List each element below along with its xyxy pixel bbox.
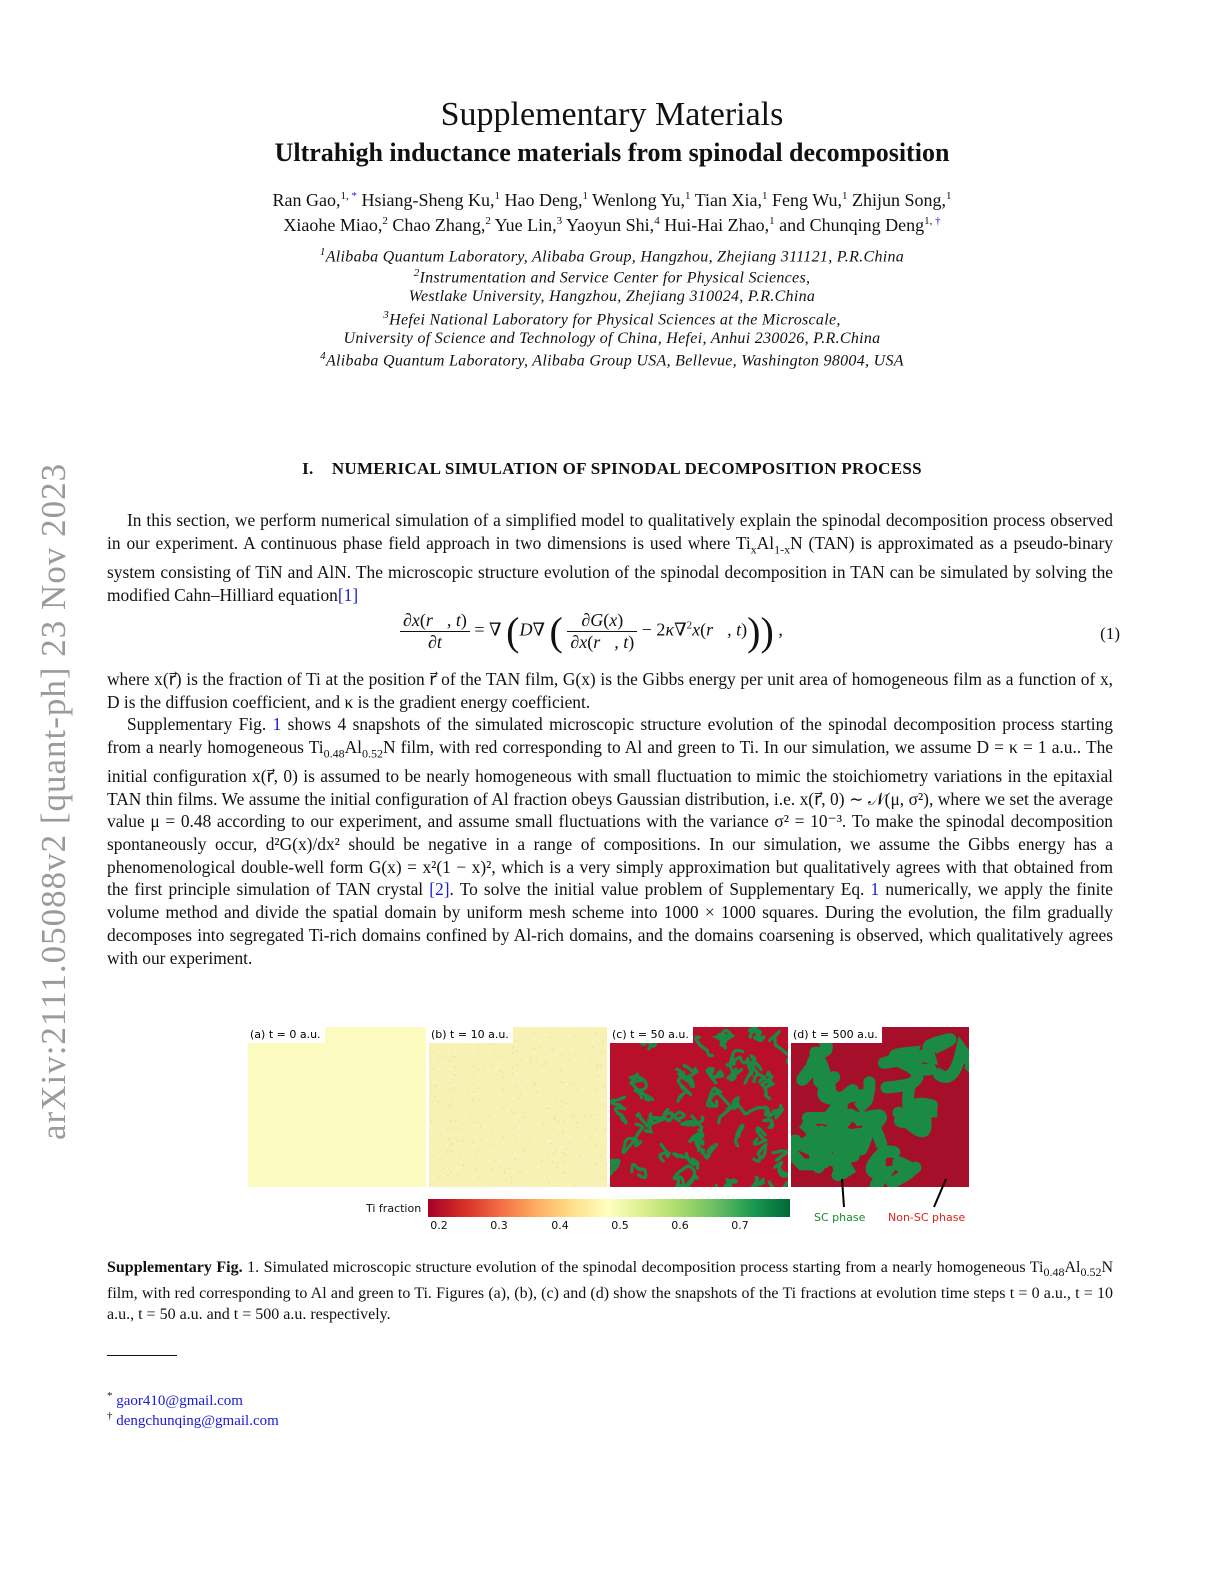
colorbar-tick: 0.6 <box>671 1219 689 1232</box>
author-name: Zhijun Song, <box>847 190 947 210</box>
sc-phase-label: SC phase <box>814 1211 866 1224</box>
author-affiliation-mark: 1 <box>494 190 500 202</box>
equation-ref-link[interactable]: 1 <box>870 879 880 900</box>
author-affiliation-mark: 1 <box>769 215 775 227</box>
footnote-1: * gaor410@gmail.com <box>107 1390 243 1409</box>
author-name: Yaoyun Shi, <box>562 215 655 235</box>
author-name: Ran Gao, <box>272 190 341 210</box>
affiliation-3: $^3$Hefei National Laboratory for Physical Sciences at the Microscale, <box>383 309 841 329</box>
section-number: I. <box>302 459 314 478</box>
equation-cahn-hilliard: $\frac{\partial x(r⃗, t)}{\partial t}$ = ∇ (D∇ ( $\frac{\partial G(x)}{\partial x(r⃗, t)}$ − 2κ∇$^2$x(r⃗, t))) , (1) <box>400 608 1120 662</box>
author-affiliation-mark: 1 <box>685 190 691 202</box>
colorbar-tick: 0.5 <box>611 1219 629 1232</box>
eq-lhs: $\frac{\partial x(r⃗, t)}{\partial t}$ <box>400 610 470 653</box>
panel-d-image <box>791 1027 969 1187</box>
panel-b-label: (b) t = 10 a.u. <box>429 1027 513 1043</box>
author-affiliation-mark: 3 <box>556 215 563 227</box>
ti-fraction-colorbar <box>428 1199 790 1217</box>
panel-b <box>429 1027 607 1187</box>
author-affiliation-mark: 1 <box>762 190 768 202</box>
panel-a <box>248 1027 426 1187</box>
author-affiliation-mark: 4 <box>654 215 660 227</box>
colorbar-label: Ti fraction <box>366 1202 422 1215</box>
affiliation-4: $^4$Alibaba Quantum Laboratory, Alibaba Group USA, Bellevue, Washington 98004, USA <box>320 350 904 370</box>
section-heading <box>0 459 1224 479</box>
nonsc-phase-label: Non-SC phase <box>888 1211 966 1224</box>
colorbar-tick: 0.3 <box>490 1219 508 1232</box>
colorbar-tick: 0.7 <box>731 1219 749 1232</box>
affiliation-2-cont: Westlake University, Hangzhou, Zhejiang 310024, P.R.China <box>408 288 816 305</box>
affiliation-2: $^2$Instrumentation and Service Center for Physical Sciences, <box>413 267 811 287</box>
figure-caption: Supplementary Fig. 1. Simulated microscopic structure evolution of the spinodal decomposition process starting from a nearly homogeneous $Ti_{0.48}Al_{0.52}N$ film, with red corresponding to Al and green to Ti. Figures (a), (b), (c) and (d) show the snapshots of the Ti fractions at evolution time steps t = 0 a.u., t = 10 a.u., t = 50 a.u. and t = 500 a.u. respectively. <box>107 1259 1114 1324</box>
sc-arrow <box>842 1179 844 1207</box>
affiliation-1: $^1$Alibaba Quantum Laboratory, Alibaba Group, Hangzhou, Zhejiang 311121, P.R.China <box>319 246 905 266</box>
footnote-2: † dengchunqing@gmail.com <box>107 1410 279 1429</box>
author-affiliation-mark: 2 <box>382 215 388 227</box>
figure-ref-link[interactable]: 1 <box>272 714 282 734</box>
citation-link-2[interactable]: [2] <box>429 879 450 900</box>
author-name: Xiaohe Miao, <box>283 215 383 235</box>
author-affiliation-mark: 1, <box>924 215 933 227</box>
section-title: NUMERICAL SIMULATION OF SPINODAL DECOMPOSITION PROCESS <box>331 459 922 478</box>
author-name: Chao Zhang, <box>387 215 486 235</box>
author-affiliation-mark: 2 <box>485 215 491 227</box>
author-line-2 <box>0 215 1224 236</box>
author-name: Tian Xia, <box>690 190 763 210</box>
page-subtitle: Ultrahigh inductance materials from spinodal decomposition <box>274 138 950 167</box>
author-email-mark[interactable]: † <box>932 215 941 227</box>
panel-a-image <box>248 1027 426 1187</box>
author-name: Hui-Hai Zhao, <box>659 215 770 235</box>
author-email-mark[interactable]: * <box>348 190 357 202</box>
author-line-1 <box>0 190 1224 211</box>
figure-spinodal-snapshots <box>248 1027 988 1232</box>
footnote-divider <box>107 1355 177 1356</box>
paragraph-simulation: Supplementary Fig. 1 shows 4 snapshots of the simulated microscopic structure evolution of the spinodal decomposition process starting from a nearly homogeneous $Ti_{0.48}Al_{0.52}N$ film, with red corresponding to Al and green to Ti. In our simulation, we assume D = κ = 1 a.u.. The initial configuration x(r⃗, 0) is assumed to be nearly homogeneous with small fluctuation to mimic the stoichiometry variations in the epitaxial TAN thin films. We assume the initial configuration of Al fraction obeys Gaussian distribution, i.e. x(r⃗, 0) ∼ 𝒩(μ, σ²), where we set the average value μ = 0.48 according to our experiment, and assume small fluctuations with the variance σ² = 10⁻³. To make the spinodal decomposition spontaneously occur, d²G(x)/dx² should be negative in a range of compositions. In our simulation, we assume the Gibbs energy has a phenomenological double-well form G(x) = x²(1 − x)², which is a very simply approximation but qualitatively agrees with that obtained from the first principle simulation of TAN crystal [2]. To solve the initial value problem of Supplementary Eq. 1 numerically, we apply the finite volume method and divide the spatial domain by uniform mesh scheme into 1000 × 1000 squares. During the evolution, the film gradually decomposes into segregated Ti-rich domains confined by Al-rich domains, and the domains coarsening is observed, which qualitatively agrees with our experiment. <box>107 714 1113 968</box>
author-name: Wenlong Yu, <box>587 190 686 210</box>
panel-a-label: (a) t = 0 a.u. <box>248 1027 325 1043</box>
panel-c <box>610 1027 788 1187</box>
panel-c-image <box>610 1027 788 1187</box>
arxiv-side-stamp: arXiv:2111.05088v2 [quant-ph] 23 Nov 2023 <box>34 462 73 1140</box>
colorbar-tick: 0.2 <box>430 1219 448 1232</box>
paragraph-intro: In this section, we perform numerical simulation of a simplified model to qualitatively explain the spinodal decomposition process observed in our experiment. A continuous phase field approach in two dimensions is used where $Ti_xAl_{1-x}N$ (TAN) is approximated as a pseudo-binary system consisting of TiN and AlN. The microscopic structure evolution of the spinodal decomposition in TAN can be simulated by solving the modified Cahn–Hilliard equation[1] <box>107 510 1113 605</box>
panel-d <box>791 1027 969 1187</box>
panel-c-label: (c) t = 50 a.u. <box>610 1027 693 1043</box>
citation-link-1[interactable]: [1] <box>337 584 359 605</box>
panel-b-image <box>429 1027 607 1187</box>
author-affiliation-mark: 1 <box>582 190 588 202</box>
email-link-deng[interactable]: dengchunqing@gmail.com <box>116 1413 279 1429</box>
eq-gibbs-derivative: $\frac{\partial G(x)}{\partial x(r⃗, t)}$ <box>567 610 637 653</box>
page-title: Supplementary Materials <box>440 96 784 133</box>
author-affiliation-mark: 1 <box>842 190 848 202</box>
author-name: Hao Deng, <box>499 190 583 210</box>
author-affiliation-mark: 1 <box>946 190 952 202</box>
author-affiliation-mark: 1, <box>340 190 349 202</box>
equation-number: (1) <box>1100 624 1120 643</box>
paragraph-definitions: where x(r⃗) is the fraction of Ti at the position r⃗ of the TAN film, G(x) is the Gibbs energy per unit area of homogeneous film as a function of x, D is the diffusion coefficient, and κ is the gradient energy coefficient. <box>107 669 1113 712</box>
author-name: Yue Lin, <box>490 215 557 235</box>
author-name: Feng Wu, <box>767 190 842 210</box>
email-link-gao[interactable]: gaor410@gmail.com <box>116 1393 243 1409</box>
panel-d-label: (d) t = 500 a.u. <box>791 1027 882 1043</box>
phase-arrows <box>808 1175 968 1215</box>
affiliation-3-cont: University of Science and Technology of China, Hefei, Anhui 230026, P.R.China <box>343 330 881 347</box>
colorbar-tick: 0.4 <box>551 1219 569 1232</box>
author-name: and Chunqing Deng <box>774 215 925 235</box>
author-name: Hsiang-Sheng Ku, <box>356 190 495 210</box>
nonsc-arrow <box>934 1179 946 1207</box>
